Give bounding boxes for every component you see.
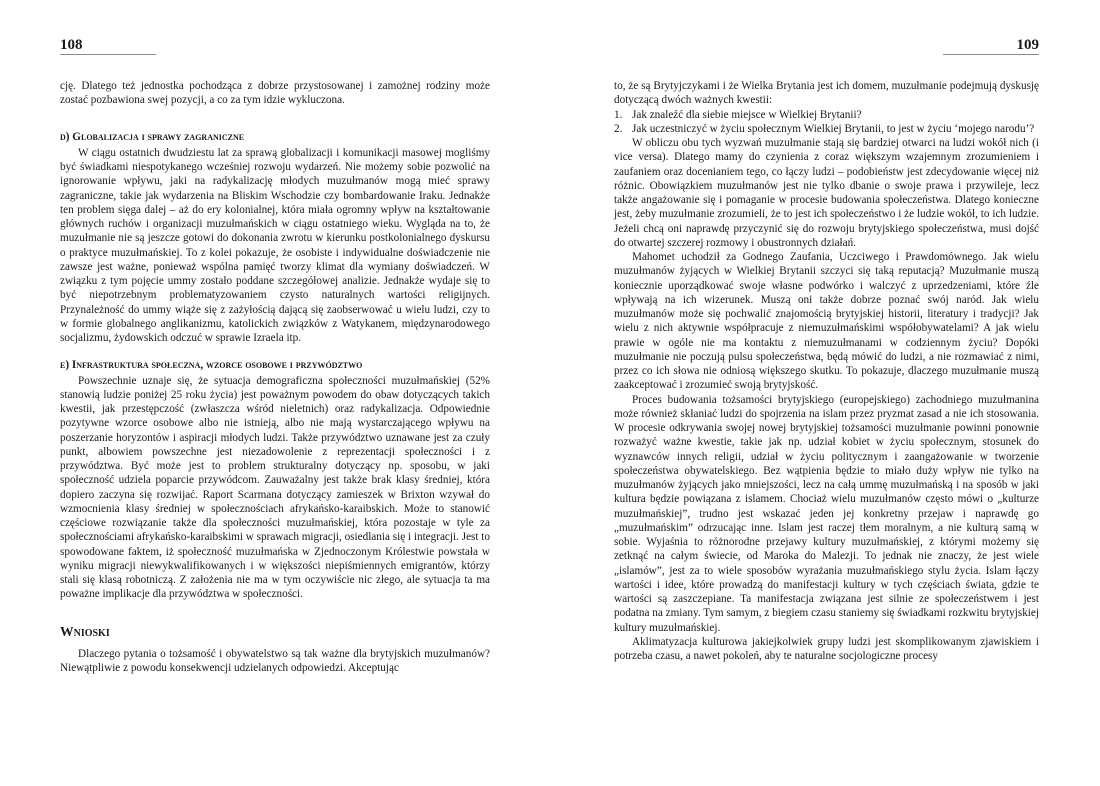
left-intro-paragraph: cję. Dlatego też jednostka pochodząca z dobrze przystosowanej i zamożnej rodziny może zostać pozbawiona swej pozycji, a co za tym idzie wykluczona. xyxy=(60,80,490,107)
header-rule-left xyxy=(60,54,156,55)
header-rule-right xyxy=(943,54,1039,55)
list-item xyxy=(614,108,1039,122)
section-d-heading: d) Globalizacja i sprawy zagraniczne xyxy=(60,130,245,143)
list-item xyxy=(614,122,1039,136)
body-paragraph-2: Mahomet uchodził za Godnego Zaufania, Uczciwego i Prawdomównego. Jak wielu muzułmanów żyjących w Wielkiej Brytanii szczyci się taką reputacją? Muzułmanie muszą koniecznie uporządkować swoje własne podwórko i walczyć z uprzedzeniami, które źle wpływają na ich wizerunek. Muszą oni także dobrze poznać swój naród. Jak wielu muzułmanów może się pochwalić znajomością brytyjskiej historii, literatury i tradycji? Jak wielu z nich aktywnie współpracuje z niemuzułmańskimi współobywatelami? A jak wielu prawie w ogóle nie ma kontaktu z niemuzułmanami w codziennym życiu? Dopóki muzułmanie nie poczują pulsu społeczeństwa, będą mówić do ludzi, a nie rozmawiać z nimi, przez co ich słowa nie odniosą większego skutku. To pokazuje, dlaczego muzułmanie muszą zaakceptować i zrozumieć swoją brytyjskość. xyxy=(614,251,1039,392)
list-item-text: Jak uczestniczyć w życiu społecznym Wielkiej Brytanii, to jest w życiu ‘mojego narodu’? xyxy=(632,122,1035,135)
right-intro-paragraph: to, że są Brytyjczykami i że Wielka Brytania jest ich domem, muzułmanie podejmują dyskusję dotyczącą dwóch ważnych kwestii: xyxy=(614,80,1039,107)
body-paragraph-4: Aklimatyzacja kulturowa jakiejkolwiek grupy ludzi jest skomplikowanym zjawiskiem i potrzeba czasu, a nawet pokoleń, aby te naturalne socjologiczne procesy xyxy=(614,635,1039,662)
list-item-number: 1. xyxy=(614,108,623,121)
conclusions-heading: Wnioski xyxy=(60,623,110,639)
section-d-paragraph: W ciągu ostatnich dwudziestu lat za sprawą globalizacji i komunikacji masowej mogliśmy być świadkami niespotykanego wcześniej rozwoju wydarzeń. Nie możemy sobie pozwolić na ignorowanie wpływu, jaki na radykalizację młodych muzułmanów mogą mieć sprawy zagraniczne, takie jak wydarzenia na Bliskim Wschodzie czy bombardowanie Iraku. Jednakże ten problem sięga dalej – aż do ery kolonialnej, która miała ogromny wpływ na kształtowanie głównych ruchów i organizacji muzułmańskich w ciągu ostatniego wieku. Wygląda na to, że muzułmanie nie są jeszcze gotowi do dokonania zwrotu w kierunku postkolonialnego dyskursu o praktyce muzułmańskiej. To z kolei pokazuje, że osobiste i indywidualne doświadczenie nie zawsze jest ważne, ponieważ wspólna pamięć tworzy klimat dla wymiany doświadczeń. W związku z tym pojęcie ummy zostało poddane szczegółowej analizie. Jednakże wydaje się to być niepotrzebnym problematyzowaniem czysto naturalnych wartości religijnych. Przynależność do ummy wiąże się z zażyłością dającą się zaobserwować u wielu ludzi, czy to w formie globalnego anglikanizmu, katolickich związków z Watykanem, międzynarodowego socjalizmu, żydowskich odczuć w sprawie Izraela itp. xyxy=(60,146,490,344)
section-e-heading: e) Infrastruktura społeczna, wzorce osobowe i przywództwo xyxy=(60,359,363,372)
left-page-text xyxy=(60,79,490,675)
body-paragraph-1: W obliczu obu tych wyzwań muzułmanie stają się bardziej otwarci na ludzi wokół nich (i vice versa). Dlatego mamy do czynienia z coraz większym wzajemnym zrozumieniem i zaufaniem oraz docenianiem tego, co łączy ludzi – podobieństw jest zdecydowanie więcej niż różnic. Obowiązkiem muzułmanów jest nie tylko dbanie o swoje prawa i przywileje, lecz także angażowanie się i pomaganie w procesie budowania społeczeństwa. Dlatego konieczne jest, żeby muzułmanie zrozumieli, że to jest ich społeczeństwo i że ludzie wokół, to ich ludzie. Jeżeli chcą oni naprawdę przyczynić się do rozwoju brytyjskiego społeczeństwa, musi dojść do otwartej szczerej rozmowy i obustronnych działań. xyxy=(614,137,1039,249)
right-page xyxy=(614,0,1039,786)
body-paragraph-3: Proces budowania tożsamości brytyjskiego (europejskiego) zachodniego muzułmanina może również skłaniać ludzi do spojrzenia na islam przez pryzmat zasad a nie ich stosowania. W procesie odkrywania swojej nowej brytyjskiej tożsamości muzułmanie powinni ponownie rozważyć ważne kwestie, takie jak np. udział kobiet w życiu społecznym, stosunek do wyznawców innych religii, udział w życiu politycznym i zaangażowanie w tworzenie społeczeństwa obywatelskiego. Bez wątpienia będzie to miało duży wpływ nie tylko na muzułmanów żyjących jako mniejszości, lecz na całą ummę muzułmańską i na sposób w jaki kultura będzie powiązana z islamem. Chociaż wielu muzułmanów często mówi o „kulturze muzułmańskiej”, trudno jest wskazać jeden jej konkretny przejaw i naprawdę go „muzułmańskim” odrzucając inne. Islam jest raczej tłem moralnym, a nie kulturą samą w sobie. Wyjaśnia to różnorodne przejawy kultury muzułmańskiej, z którymi możemy się zetknąć na całym świecie, od Maroka do Malezji. To jednak nie znaczy, że jest wiele „islamów”, jest za to wiele sposobów wyrażania muzułmańskiego stylu życia. Islam łączy wartości i idee, które prowadzą do manifestacji kultury w tych częściach świata, gdzie te wartości są zaszczepiane. Ta manifestacja związana jest silnie ze społeczeństwem i jest podatna na zmiany. Tym samym, z biegiem czasu staniemy się świadkami rozkwitu brytyjskiej kultury muzułmańskiej. xyxy=(614,393,1039,634)
list-item-text: Jak znaleźć dla siebie miejsce w Wielkiej Brytanii? xyxy=(632,108,862,121)
right-page-text xyxy=(614,79,1039,663)
page-number-left: 108 xyxy=(60,37,83,53)
page-number-right: 109 xyxy=(1016,37,1039,53)
section-e-paragraph: Powszechnie uznaje się, że sytuacja demograficzna społeczności muzułmańskiej (52% stanowią ludzie poniżej 25 roku życia) jest poważnym powodem do obaw dotyczących takich kwestii, jak przestępczość (zwłaszcza wśród nieletnich) oraz radykalizacja. Odpowiednie pozytywne wzorce osobowe albo nie istnieją, albo nie mają wystarczającego wpływu na poszerzanie horyzontów i aspiracji młodych ludzi. Także przywództwo uznawane jest za czuły punkt, albowiem powszechne jest niezadowolenie z reprezentacji społeczności i z przywództwa. Być może jest to problem strukturalny dotyczący np. sposobu, w jaki społeczność udziela poparcie przywódcom. Zauważalny jest także brak klasy średniej, która dopiero zaczyna się rozwijać. Raport Scarmana dotyczący zamieszek w Brixton wzywał do wzmocnienia klasy średniej w społecznościach afrykańsko-karaibskich. Może to stanowić częściowe rozwiązanie także dla społeczności muzułmańskiej, która pozostaje w tyle za społecznościami afrykańsko-karaibskimi w sprawach migracji, osiedlania się i integracji. Jest to spowodowane faktem, iż społeczność muzułmańska w Zjednoczonym Królestwie powstała w wyniku migracji niewykwalifikowanych i w większości niepiśmiennych emigrantów, którzy stali się klasą robotniczą. Z założenia nie ma w tym oczywiście nic złego, ale sytuacja ta ma poważne implikacje dla przywództwa w społeczności. xyxy=(60,374,490,601)
list-item-number: 2. xyxy=(614,122,623,135)
conclusions-paragraph: Dlaczego pytania o tożsamość i obywatelstwo są tak ważne dla brytyjskich muzułmanów? Niewątpliwie z powodu konsekwencji udzielanych odpowiedzi. Akceptując xyxy=(60,647,490,674)
left-page xyxy=(60,0,490,786)
questions-list xyxy=(614,108,1039,137)
